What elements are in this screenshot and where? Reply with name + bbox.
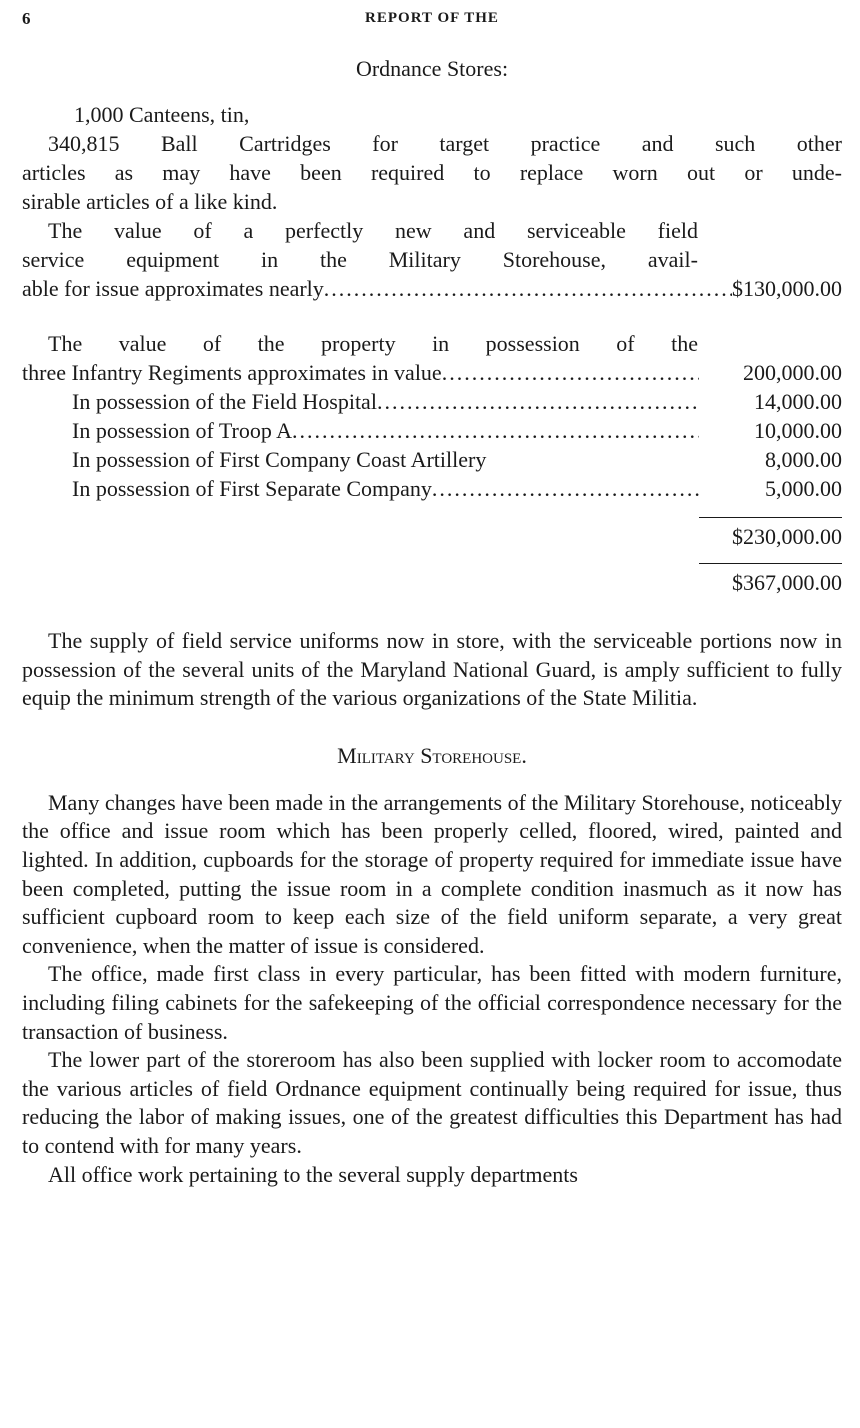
grand-total-amount: $367,000.00 xyxy=(732,570,842,595)
paragraph-text: The lower part of the storeroom has also been supplied with locker room to accomodate the various articles of field Ordnance equipment continually being required for issue, thus reducing the labor of making issues, one of the greatest difficulties this Department has had to contend with for many years. xyxy=(22,1047,842,1158)
paragraph xyxy=(22,789,842,961)
paragraph xyxy=(22,1161,842,1190)
paragraph xyxy=(22,1046,842,1160)
leader-dots xyxy=(442,358,699,387)
leader-dots xyxy=(432,474,699,503)
paragraph-text: The supply of field service uniforms now in store, with the serviceable portions now in possession of the several units of the Maryland National Guard, is amply sufficient to fully equip the minimum strength of the various organizations of the State Militia. xyxy=(22,628,842,711)
military-storehouse-heading: Military Storehouse. xyxy=(337,742,527,768)
leader-dots xyxy=(377,387,699,416)
page-header xyxy=(22,0,842,44)
subtotal-amount: $230,000.00 xyxy=(732,524,842,549)
item-ball-cartridges: 340,815 Ball Cartridges for target practice and such other xyxy=(48,131,842,156)
value-amount: $130,000.00 xyxy=(732,276,842,301)
paragraph-text: The office, made first class in every particular, has been fitted with modern furniture, including filing cabinets for the safekeeping of the official correspondence necessary for the transaction of business. xyxy=(22,961,842,1044)
property-row xyxy=(22,358,842,387)
property-intro: The value of the property in possession of the xyxy=(48,331,698,356)
grand-total-rule xyxy=(699,563,842,564)
running-head: REPORT OF THE xyxy=(365,10,499,26)
property-row-amount: 200,000.00 xyxy=(743,360,842,385)
value-last-label: able for issue approximates nearly xyxy=(22,276,324,301)
paragraph-text: All office work pertaining to the several supply departments xyxy=(48,1161,578,1187)
item-canteens: 1,000 Canteens, tin, xyxy=(74,102,250,127)
paragraph xyxy=(22,960,842,1046)
leader-dots xyxy=(292,416,699,445)
page xyxy=(22,0,842,1189)
property-row xyxy=(22,445,842,474)
continuation-line-2: sirable articles of a like kind. xyxy=(22,189,278,214)
value-line-3 xyxy=(22,274,842,303)
property-row xyxy=(22,387,842,416)
continuation-line-1: articles as may have been required to replace worn out or unde- xyxy=(22,160,842,185)
ordnance-stores-title: Ordnance Stores: xyxy=(355,56,509,81)
storehouse-paragraphs xyxy=(22,789,842,1189)
property-row-amount: 14,000.00 xyxy=(754,389,842,414)
property-row-label: In possession of Troop A xyxy=(72,418,293,443)
subtotal-rule xyxy=(699,517,842,518)
page-number: 6 xyxy=(22,9,31,28)
property-row-amount: 10,000.00 xyxy=(754,418,842,443)
property-row xyxy=(22,474,842,503)
property-row-label: In possession of the Field Hospital xyxy=(72,389,377,414)
leader-dots xyxy=(324,274,732,303)
property-row-amount: 8,000.00 xyxy=(765,447,842,472)
paragraph xyxy=(22,627,842,713)
value-line-1: The value of a perfectly new and serviceable field xyxy=(48,218,698,243)
value-line-2: service equipment in the Military Storehouse, avail- xyxy=(22,247,698,272)
property-row-label: In possession of First Separate Company xyxy=(72,476,432,501)
property-row-amount: 5,000.00 xyxy=(765,476,842,501)
property-row-label: In possession of First Company Coast Artillery xyxy=(72,447,487,472)
paragraph-text: Many changes have been made in the arrangements of the Military Storehouse, noticeably the office and issue room which has been properly celled, floored, wired, painted and lighted. In addition, cupboards for the storage of property required for immediate issue have been completed, putting the issue room in a complete condition inasmuch as it now has sufficient cupboard room to keep each size of the field uniform separate, a very great convenience, when the matter of issue is considered. xyxy=(22,789,842,958)
property-row xyxy=(22,416,842,445)
uniforms-paragraph xyxy=(22,627,842,713)
property-row-label: three Infantry Regiments approximates in value xyxy=(22,360,442,385)
